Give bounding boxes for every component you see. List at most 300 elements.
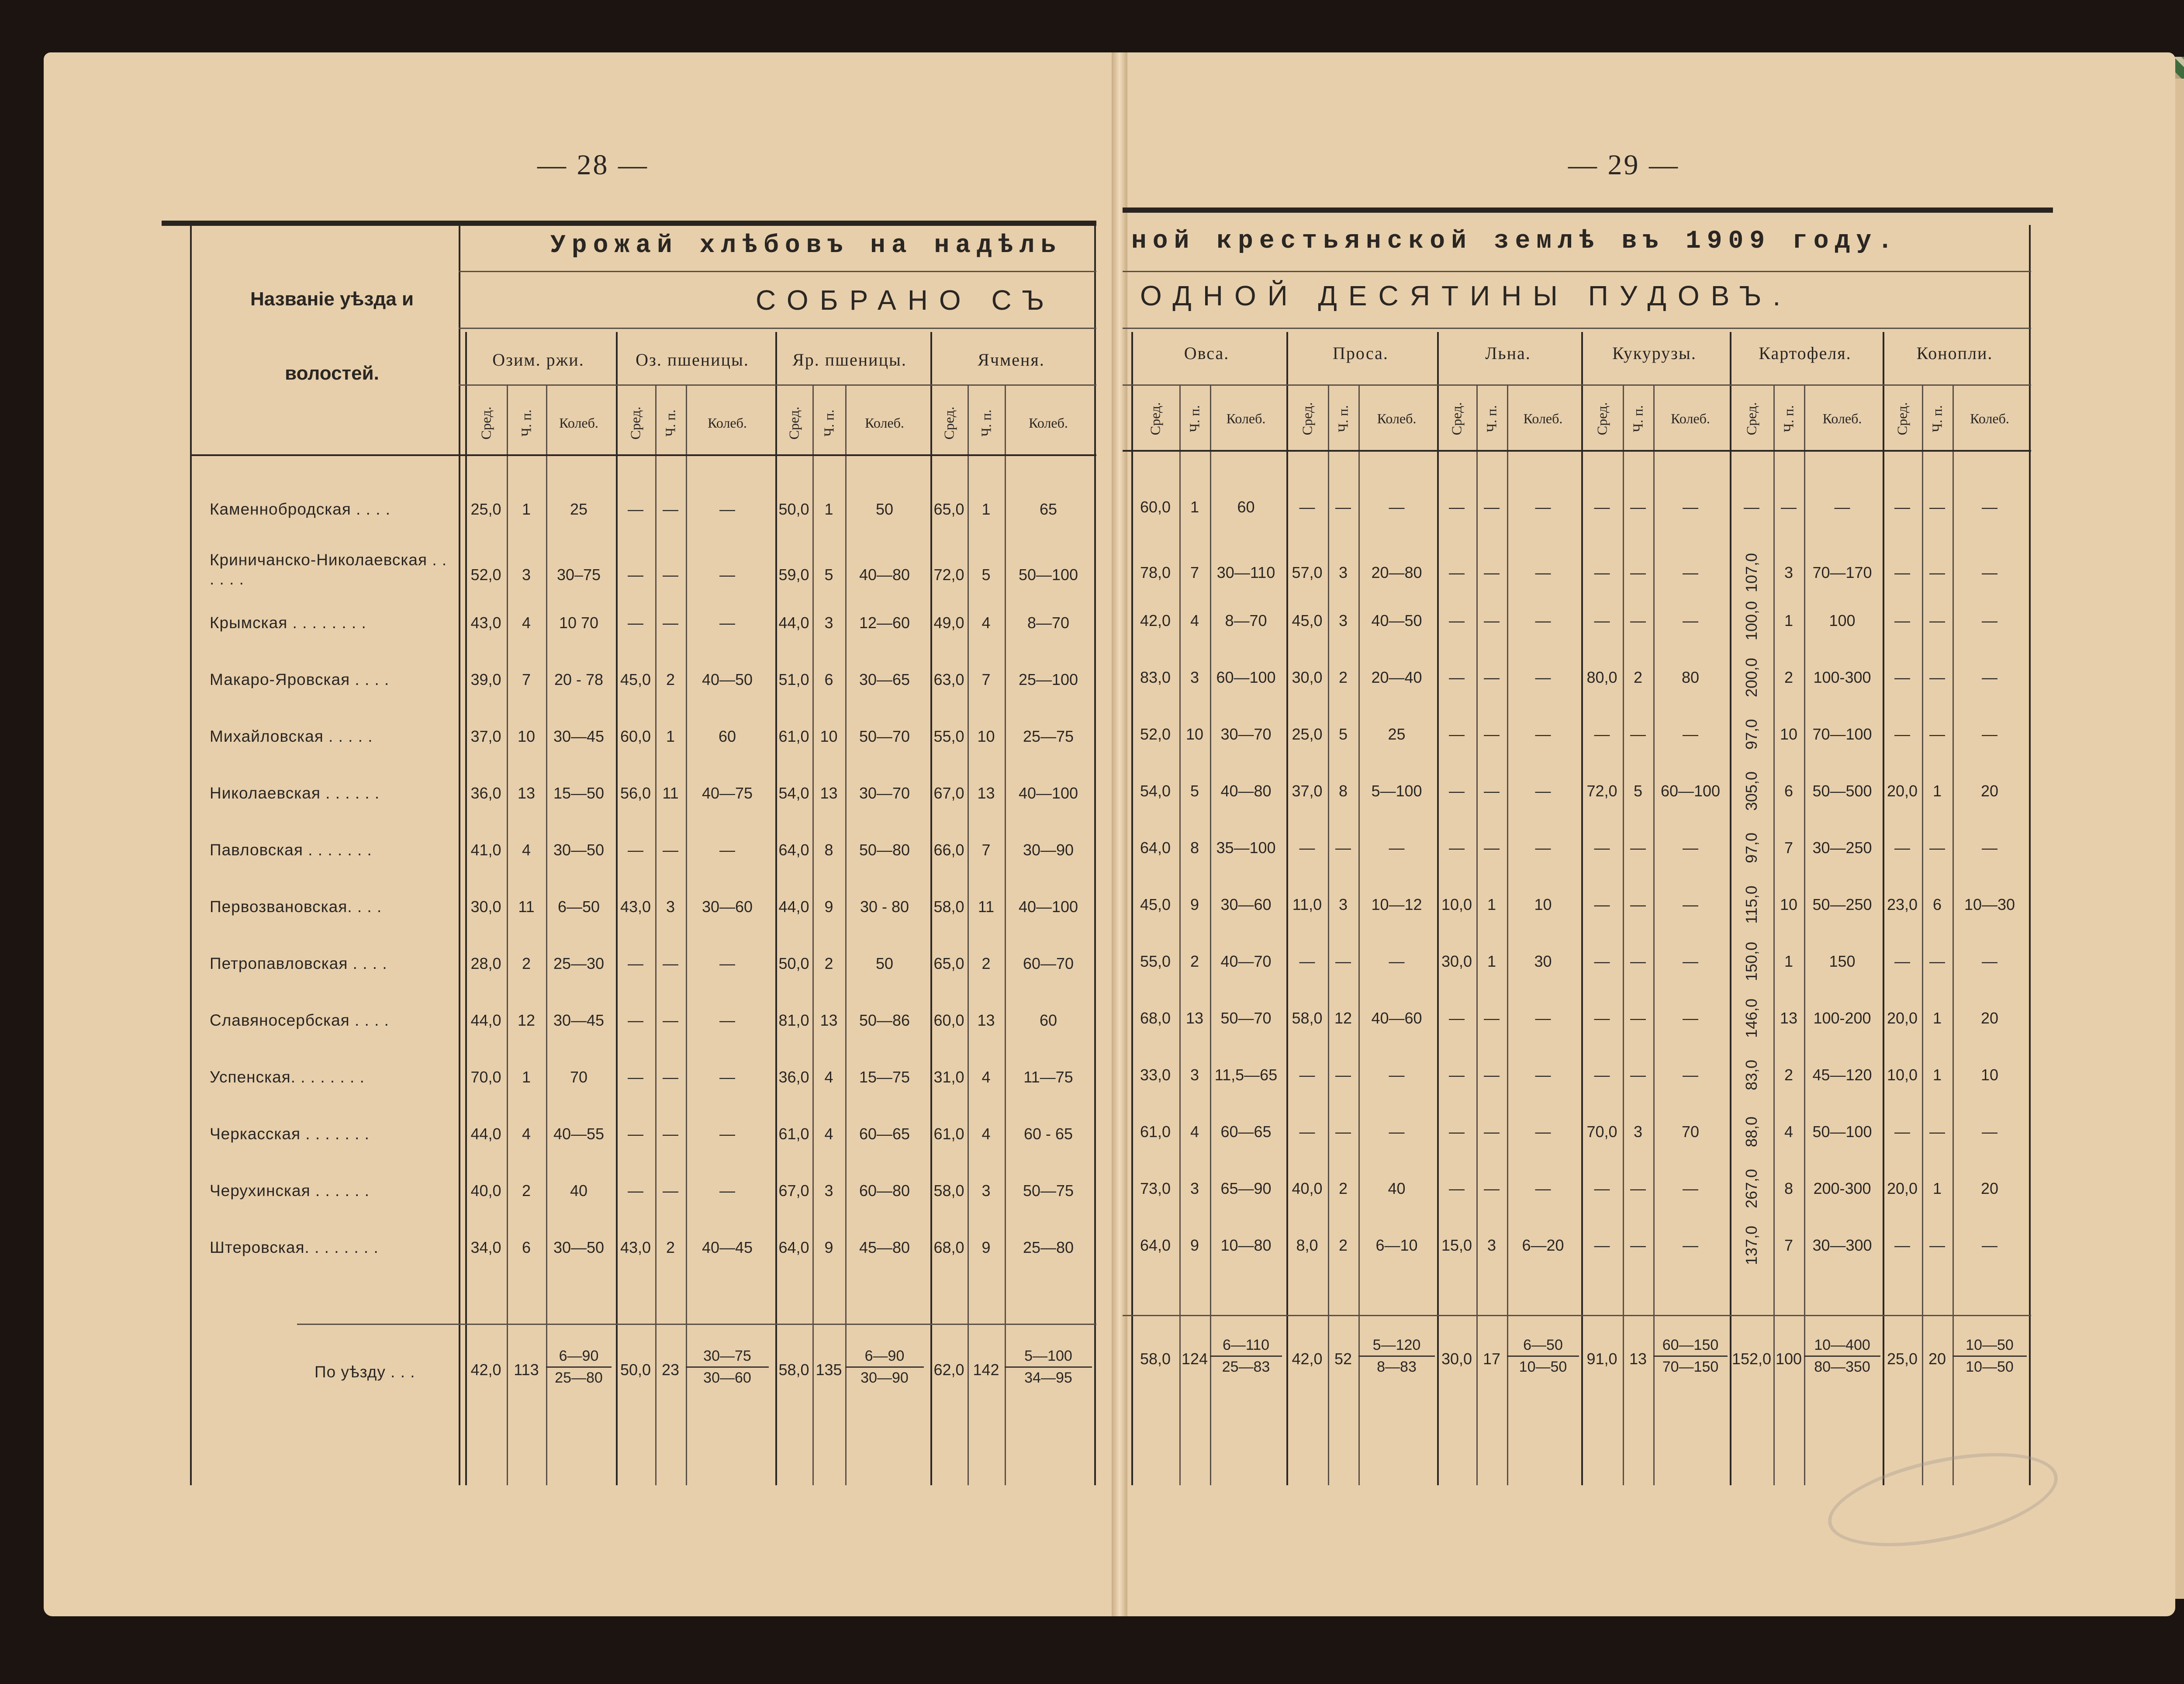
data-cell: — [1594,725,1610,743]
data-cell: 3 [666,898,675,916]
data-cell: 60 - 65 [1023,1125,1073,1143]
data-cell: 57,0 [1292,564,1323,581]
data-cell: 4 [981,1125,991,1143]
data-cell: 15—75 [859,1068,910,1086]
data-cell: 10 [1780,896,1798,913]
data-cell: 41,0 [470,841,501,859]
data-cell: — [1484,782,1500,800]
data-cell: — [1449,612,1465,629]
data-cell: 30—60 [1220,896,1272,913]
data-cell: — [1484,668,1500,686]
data-cell: — [1594,839,1610,857]
data-cell: — [1594,952,1610,970]
data-cell: — [1683,564,1698,581]
data-cell: 13 [1185,1009,1204,1027]
data-cell: 3 [981,1182,991,1200]
subheader-avg: Сред. [627,406,643,440]
row-name: Славяносербская . . . . [210,1011,389,1029]
data-cell: 100,0 [1742,601,1760,641]
subheader-avg: Сред. [1894,402,1910,436]
data-cell: 10 [1534,896,1552,913]
total-range-bottom: 8—83 [1377,1359,1417,1375]
subheader-avg: Сред. [1299,402,1315,436]
subheader-range: Колеб. [865,415,904,431]
subheader-count: Ч. п. [518,409,534,437]
data-cell: 88,0 [1742,1116,1760,1148]
data-cell: — [1389,1123,1405,1141]
data-cell: — [1894,1123,1910,1141]
total-cell: 52 [1334,1350,1352,1368]
name-header-line1: Названіе уѣзда и [250,288,414,310]
data-cell: 30—65 [859,671,910,688]
subheader-count: Ч. п. [662,409,678,437]
total-range-top: 6—90 [864,1348,905,1364]
data-cell: 11,0 [1292,896,1322,913]
subheader-avg: Сред. [786,406,802,440]
header-line [1123,328,2031,329]
total-cell: 58,0 [1140,1350,1171,1368]
data-cell: 6 [1784,782,1794,800]
data-cell: 67,0 [933,784,964,802]
data-cell: — [1894,952,1910,970]
data-cell: 8—70 [1027,614,1070,632]
subheader-avg: Сред. [1743,402,1759,436]
data-cell: 3 [1338,612,1348,629]
data-cell: 97,0 [1742,719,1760,750]
header-line [459,384,1096,386]
total-range-bottom: 10—50 [1966,1359,2014,1375]
data-cell: 49,0 [933,614,964,632]
data-cell: 30—70 [1220,725,1272,743]
subheader-range: Колеб. [1226,411,1266,426]
data-cell: 13 [1780,1009,1798,1027]
data-cell: — [1449,1009,1465,1027]
data-cell: — [1982,1236,1997,1254]
data-cell: 55,0 [933,727,964,745]
data-cell: — [1894,612,1910,629]
data-cell: 50 [875,954,894,972]
subheader-avg: Сред. [1594,402,1610,436]
data-cell: 3 [1190,1066,1199,1084]
top-rule-right [1123,207,2053,213]
data-cell: 30—300 [1812,1236,1872,1254]
subheader-avg: Сред. [941,406,957,440]
subheader-range: Колеб. [1377,411,1417,426]
data-cell: 60—100 [1660,782,1721,800]
total-range-top: 30—75 [703,1348,751,1364]
data-cell: — [1335,952,1351,970]
data-cell: 1 [1784,952,1794,970]
data-cell: — [1335,1123,1351,1141]
data-cell: 45—120 [1812,1066,1872,1084]
data-cell: — [719,954,735,972]
total-cell: 25,0 [1887,1350,1918,1368]
data-cell: 30 [1534,952,1552,970]
data-cell: 9 [1190,1236,1199,1254]
data-cell: 137,0 [1742,1225,1760,1266]
data-cell: 70 [1681,1123,1700,1141]
data-cell: 60—65 [859,1125,910,1143]
data-cell: — [719,614,735,632]
data-cell: — [1929,839,1945,857]
data-cell: 61,0 [1140,1123,1171,1141]
data-cell: 7 [1784,1236,1794,1254]
data-cell: — [1834,498,1850,516]
row-name: Криничанско-Николаевская . . . . . . [210,551,447,588]
subcol-border [845,384,847,1485]
subheader-avg: Сред. [1448,402,1465,436]
data-cell: 9 [1190,896,1199,913]
data-cell: 61,0 [778,727,809,745]
data-cell: 30,0 [1292,668,1323,686]
data-cell: — [1929,498,1945,516]
group-header-right: Проса. [1333,343,1389,363]
data-cell: 11—75 [1023,1068,1073,1086]
subtitle-left: СОБРАНО СЪ [756,284,1056,316]
total-range-bottom: 70—150 [1662,1359,1719,1375]
subcol-border [1653,384,1655,1485]
total-cell: 50,0 [620,1361,651,1379]
data-cell: 63,0 [933,671,964,688]
data-cell: 40,0 [1292,1179,1323,1197]
total-range-bottom: 30—90 [860,1369,909,1386]
fraction-bar [1507,1355,1579,1357]
fraction-bar [1653,1355,1728,1357]
data-cell: 40—100 [1018,898,1078,916]
data-cell: 58,0 [933,1182,964,1200]
data-cell: 1 [1932,1179,1942,1197]
data-cell: 20 [1980,782,1999,800]
data-cell: 30—50 [553,1238,605,1256]
data-cell: 9 [824,1238,833,1256]
data-cell: — [1449,564,1465,581]
data-cell: — [1535,612,1551,629]
data-cell: 7 [1784,839,1794,857]
subcol-border [1773,384,1775,1485]
total-range-bottom: 25—83 [1222,1359,1270,1375]
data-cell: — [1982,668,1997,686]
data-cell: — [1894,1236,1910,1254]
data-cell: 10 [517,727,536,745]
page-number-left: — 28 — [537,149,649,181]
data-cell: — [1389,1066,1405,1084]
data-cell: — [1299,952,1315,970]
data-cell: — [1630,1009,1646,1027]
subheader-range: Колеб. [1970,411,2009,426]
data-cell: 70,0 [470,1068,501,1086]
data-cell: 10—80 [1220,1236,1272,1254]
data-cell: — [719,1182,735,1200]
group-header-right: Льна. [1485,343,1531,363]
subheader-range: Колеб. [1671,411,1710,426]
data-cell: — [1630,612,1646,629]
data-cell: 2 [1190,952,1199,970]
data-cell: 65—90 [1220,1179,1272,1197]
total-range-top: 5—120 [1372,1337,1421,1353]
data-cell: 30—50 [553,841,605,859]
data-cell: 37,0 [1292,782,1323,800]
data-cell: 67,0 [778,1182,809,1200]
data-cell: 12—60 [859,614,910,632]
data-cell: 150,0 [1742,941,1760,982]
data-cell: — [1630,839,1646,857]
data-cell: — [663,566,678,584]
subheader-range: Колеб. [559,415,598,431]
data-cell: 81,0 [778,1011,809,1029]
subcol-border [1922,384,1923,1485]
data-cell: 100 [1829,612,1856,629]
total-cell: 58,0 [778,1361,809,1379]
data-cell: 10,0 [1887,1066,1918,1084]
total-cell [1358,1337,1435,1376]
subheader-count: Ч. п. [978,409,994,437]
data-cell: 4 [824,1125,833,1143]
data-cell: 68,0 [1140,1009,1171,1027]
data-cell: 58,0 [933,898,964,916]
subheader-avg: Сред. [478,406,494,440]
data-cell: 1 [1784,612,1794,629]
data-cell: 20—40 [1371,668,1422,686]
table-border-left-page-end [1094,225,1096,1485]
data-cell: — [1894,668,1910,686]
data-cell: 25 [570,500,588,518]
total-cell: 113 [514,1361,539,1379]
data-cell: 11 [978,898,995,916]
total-cell: 100 [1775,1350,1802,1368]
data-cell: 3 [824,614,833,632]
subcol-border [1476,384,1478,1485]
data-cell: 4 [824,1068,833,1086]
data-cell: — [1335,839,1351,857]
data-cell: — [1389,952,1405,970]
data-cell: — [663,1011,678,1029]
data-cell: — [1982,725,1997,743]
data-cell: — [1781,498,1797,516]
data-cell: 25,0 [1292,725,1323,743]
data-cell: — [628,566,643,584]
data-cell: 97,0 [1742,832,1760,864]
group-header-left: Оз. пшеницы. [636,350,749,370]
data-cell: 10 [1980,1066,1999,1084]
data-cell: 2 [824,954,833,972]
data-cell: 13 [977,784,995,802]
header-line [1123,384,2031,386]
data-cell: — [663,500,678,518]
row-name: Михайловская . . . . . [210,727,373,745]
data-cell: 70—100 [1812,725,1872,743]
data-cell: — [1683,896,1698,913]
data-cell: 15—50 [553,784,605,802]
data-cell: 45—80 [859,1238,910,1256]
fraction-bar [1952,1355,2027,1357]
data-cell: 1 [981,500,991,518]
data-cell: 50—500 [1812,782,1872,800]
data-cell: 60—70 [1023,954,1074,972]
table-border-left [190,225,192,1485]
data-cell: 115,0 [1742,885,1760,924]
data-cell: — [1449,498,1465,516]
data-cell: — [1335,1066,1351,1084]
data-cell: — [1744,498,1759,516]
data-cell: — [663,614,678,632]
total-range-top: 6—90 [559,1348,599,1364]
data-cell: 70—170 [1812,564,1872,581]
header-line [459,271,1096,272]
data-cell: 3 [824,1182,833,1200]
data-cell: 50—100 [1812,1123,1872,1141]
data-cell: 20 [1980,1179,1999,1197]
data-cell: — [1594,564,1610,581]
data-cell: — [1449,1123,1465,1141]
total-cell: 142 [973,1361,999,1379]
data-cell: 42,0 [1140,612,1171,629]
data-cell: 3 [1633,1123,1643,1141]
total-range-top: 10—400 [1814,1337,1870,1353]
data-cell: 43,0 [620,898,651,916]
data-cell: 5 [981,566,991,584]
data-cell: 4 [522,1125,531,1143]
data-cell: — [1683,612,1698,629]
data-cell: 68,0 [933,1238,964,1256]
data-cell: — [1449,725,1465,743]
row-name: Успенская. . . . . . . . [210,1068,365,1086]
data-cell: 43,0 [470,614,501,632]
row-name: Черкасская . . . . . . . [210,1125,370,1143]
total-range-top: 6—110 [1222,1337,1270,1353]
row-name: Петропавловская . . . . [210,954,387,972]
total-range-bottom: 30—60 [703,1369,751,1386]
data-cell: 10 [820,727,838,745]
data-cell: 4 [522,841,531,859]
data-cell: 20,0 [1887,1009,1918,1027]
data-cell: — [1535,1009,1551,1027]
data-cell: 65,0 [933,954,964,972]
data-cell: 12 [517,1011,536,1029]
data-cell: 78,0 [1140,564,1171,581]
data-cell: 6—10 [1375,1236,1418,1254]
data-cell: 7 [1190,564,1199,581]
subcol-border [1952,384,1954,1485]
data-cell: 20,0 [1887,1179,1918,1197]
data-cell: 28,0 [470,954,501,972]
data-cell: 55,0 [1140,952,1171,970]
data-cell: 146,0 [1742,998,1760,1038]
data-cell: 25—100 [1018,671,1078,688]
data-cell: — [1929,952,1945,970]
row-name: Штеровская. . . . . . . . [210,1238,379,1256]
data-cell: 40 [1388,1179,1406,1197]
data-cell: — [1982,1123,1997,1141]
data-cell: 30—110 [1216,564,1275,581]
subcol-border [546,384,547,1485]
data-cell: 4 [981,1068,991,1086]
data-cell: — [1484,725,1500,743]
data-cell: — [719,1011,735,1029]
data-cell: — [1484,1066,1500,1084]
total-range-top: 5—100 [1024,1348,1072,1364]
data-cell: 5 [1190,782,1199,800]
total-cell: 13 [1629,1350,1647,1368]
data-cell: 6 [1932,896,1942,913]
data-cell: — [663,1125,678,1143]
data-cell: 6—50 [557,898,600,916]
data-cell: 30–75 [556,566,601,584]
data-cell: 25 [1388,725,1406,743]
data-cell: — [1594,1066,1610,1084]
data-cell: 60,0 [1140,498,1171,516]
data-cell: 50 [875,500,894,518]
data-cell: — [719,841,735,859]
data-cell: 1 [522,1068,531,1086]
data-cell: 25—30 [553,954,605,972]
data-cell: 65,0 [933,500,964,518]
data-cell: — [1894,564,1910,581]
data-cell: 50—250 [1812,896,1872,913]
data-cell: — [1982,839,1997,857]
data-cell: 83,0 [1742,1059,1760,1091]
data-cell: 60,0 [620,727,651,745]
data-cell: — [1929,1236,1945,1254]
row-name: Макаро-Яровская . . . . [210,671,390,688]
subheader-count: Ч. п. [1929,405,1945,432]
header-bottom-line [190,454,1096,456]
total-range-top: 60—150 [1662,1337,1719,1353]
total-line [297,1324,1096,1325]
data-cell: 50—75 [1023,1182,1074,1200]
fraction-bar [1358,1355,1435,1357]
data-cell: 8 [1784,1179,1794,1197]
total-cell: 20 [1928,1350,1946,1368]
data-cell: 54,0 [778,784,809,802]
data-cell: 2 [666,1238,675,1256]
data-cell: 33,0 [1140,1066,1171,1084]
data-cell: 25—75 [1023,727,1074,745]
data-cell: 45,0 [1292,612,1323,629]
subcol-border [655,384,657,1485]
data-cell: 15,0 [1441,1236,1472,1254]
data-cell: — [663,954,678,972]
data-cell: 20,0 [1887,782,1918,800]
data-cell: 70 [570,1068,588,1086]
group-header-left: Яр. пшеницы. [792,350,907,370]
data-cell: 8 [1338,782,1348,800]
data-cell: 56,0 [620,784,651,802]
subcol-border [1328,384,1329,1485]
data-cell: 4 [1190,1123,1199,1141]
data-cell: 305,0 [1742,771,1760,811]
data-cell: — [1630,725,1646,743]
total-cell [1005,1348,1092,1387]
data-cell: — [628,954,643,972]
data-cell: — [1449,1179,1465,1197]
data-cell: 4 [1784,1123,1794,1141]
data-cell: 50—100 [1018,566,1078,584]
data-cell: 30—45 [553,727,605,745]
data-cell: 1 [1932,1066,1942,1084]
data-cell: — [1929,668,1945,686]
data-cell: 25,0 [470,500,501,518]
data-cell: — [1484,1009,1500,1027]
subheader-count: Ч. п. [821,409,836,437]
data-cell: 40—50 [702,671,753,688]
data-cell: 30—45 [553,1011,605,1029]
data-cell: — [1594,1179,1610,1197]
data-cell: 66,0 [933,841,964,859]
data-cell: — [1929,564,1945,581]
fraction-bar [1210,1355,1282,1357]
data-cell: — [1299,498,1315,516]
total-cell: 91,0 [1586,1350,1617,1368]
